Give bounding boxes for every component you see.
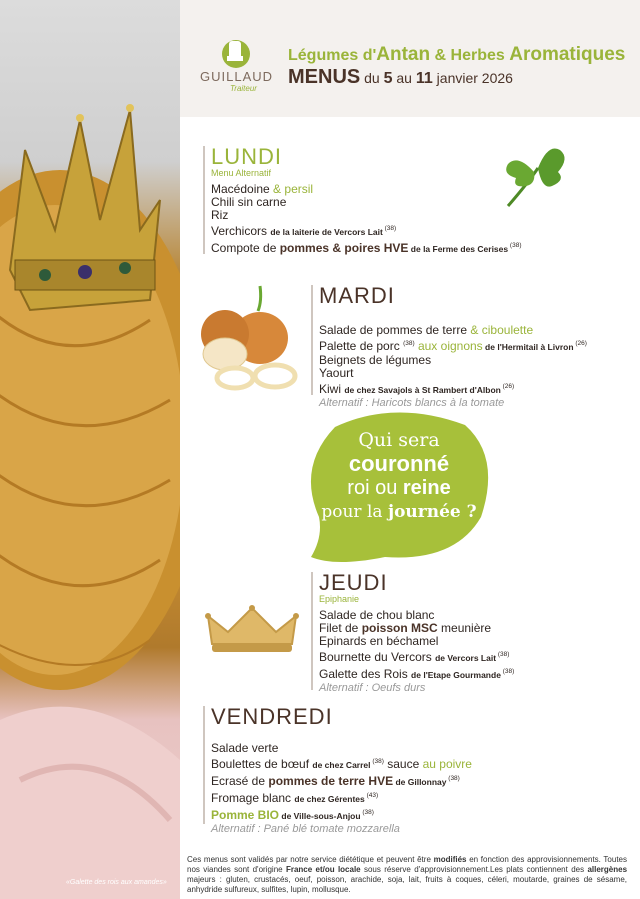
jeudi-alternative: Alternatif : Oeufs durs xyxy=(319,682,426,694)
jeudi-item: Epinards en béchamel xyxy=(319,634,439,648)
vendredi-section xyxy=(211,706,472,836)
lundi-item: Verchicors de la laiterie de Vercors Lait $^{(38)}$ xyxy=(211,224,397,238)
crown-icon xyxy=(204,604,300,662)
photo-caption: «Galette des rois aux amandes» xyxy=(66,879,167,886)
lundi-item: Riz xyxy=(211,208,229,222)
mardi-item: Kiwi de chez Savajols à St Rambert d'Albon $^{(26)}$ xyxy=(319,382,515,396)
lundi-item: Compote de pommes & poires HVE de la Ferme des Cerises $^{(38)}$ xyxy=(211,241,522,255)
brand-name: GUILLAUD xyxy=(200,69,274,84)
brand-tagline: Traiteur xyxy=(230,84,257,93)
lundi-subtitle: Menu Alternatif xyxy=(211,168,272,178)
lundi-title: LUNDI xyxy=(211,144,283,169)
vendredi-item: Fromage blanc de chez Gérentes $^{(43)}$ xyxy=(211,791,379,805)
bubble-text: Qui sera couronné roi ou reine pour la journée ? xyxy=(321,429,477,522)
onions-icon xyxy=(190,276,310,396)
jeudi-section xyxy=(319,572,514,695)
vendredi-divider xyxy=(203,706,205,824)
mardi-section xyxy=(319,285,587,410)
galette-illustration xyxy=(0,0,180,899)
parsley-icon xyxy=(498,138,576,210)
vendredi-alternative: Alternatif : Pané blé tomate mozzarella xyxy=(211,823,400,835)
mardi-item: Yaourt xyxy=(319,366,354,380)
jeudi-subtitle: Epiphanie xyxy=(319,594,360,604)
mardi-alternative: Alternatif : Haricots blancs à la tomate xyxy=(319,397,505,409)
lundi-item: Chili sin carne xyxy=(211,195,287,209)
vendredi-item: Boulettes de bœuf de chez Carrel $^{(38)}$ sauce au poivre xyxy=(211,757,472,771)
jeudi-title: JEUDI xyxy=(319,570,388,595)
jeudi-item: Galette des Rois de l'Etape Gourmande $^{(38)}$ xyxy=(319,667,515,681)
footer-disclaimer: Ces menus sont validés par notre service diététique et peuvent être modifiés en fonction des approvisionnements. Toutes nos viandes sont d'origine France et/ou locale sous réserve d'approvisionnement.Les plats contiennent des allergènes majeurs : gluten, crustacés, oeuf, poisson, arachide, soja, lait, fruits à coques, céleri, moutarde, graines de sésame, anhydride sulfureux, sulfites, lupin, mollusque. xyxy=(187,855,628,894)
mardi-divider xyxy=(311,285,313,395)
mardi-item: Palette de porc $^{(38)}$ aux oignons de l'Hermitail à Livron $^{(26)}$ xyxy=(319,339,587,353)
menu-dates: MENUS du 5 au 11 janvier 2026 xyxy=(288,66,513,88)
mardi-item: Beignets de légumes xyxy=(319,353,432,367)
lundi-section xyxy=(211,146,522,256)
vendredi-item: Ecrasé de pommes de terre HVE de Gillonnay $^{(38)}$ xyxy=(211,774,460,788)
lundi-item: Macédoine & persil xyxy=(211,182,314,196)
lundi-divider xyxy=(203,146,205,254)
vendredi-title: VENDREDI xyxy=(211,704,333,729)
jeudi-item: Filet de poisson MSC meunière xyxy=(319,621,492,635)
jeudi-divider xyxy=(311,572,313,690)
jeudi-item: Bournette du Vercors de Vercors Lait $^{(38)}$ xyxy=(319,650,510,664)
vendredi-item: Salade verte xyxy=(211,741,279,755)
jeudi-item: Salade de chou blanc xyxy=(319,608,435,622)
vendredi-item: Pomme BIO de Ville-sous-Anjou $^{(38)}$ xyxy=(211,808,374,822)
mardi-item: Salade de pommes de terre & ciboulette xyxy=(319,323,534,337)
mardi-title: MARDI xyxy=(319,283,395,308)
menu-theme-title: Légumes d'Antan & Herbes Aromatiques xyxy=(288,44,626,65)
galette-photo xyxy=(0,0,180,899)
